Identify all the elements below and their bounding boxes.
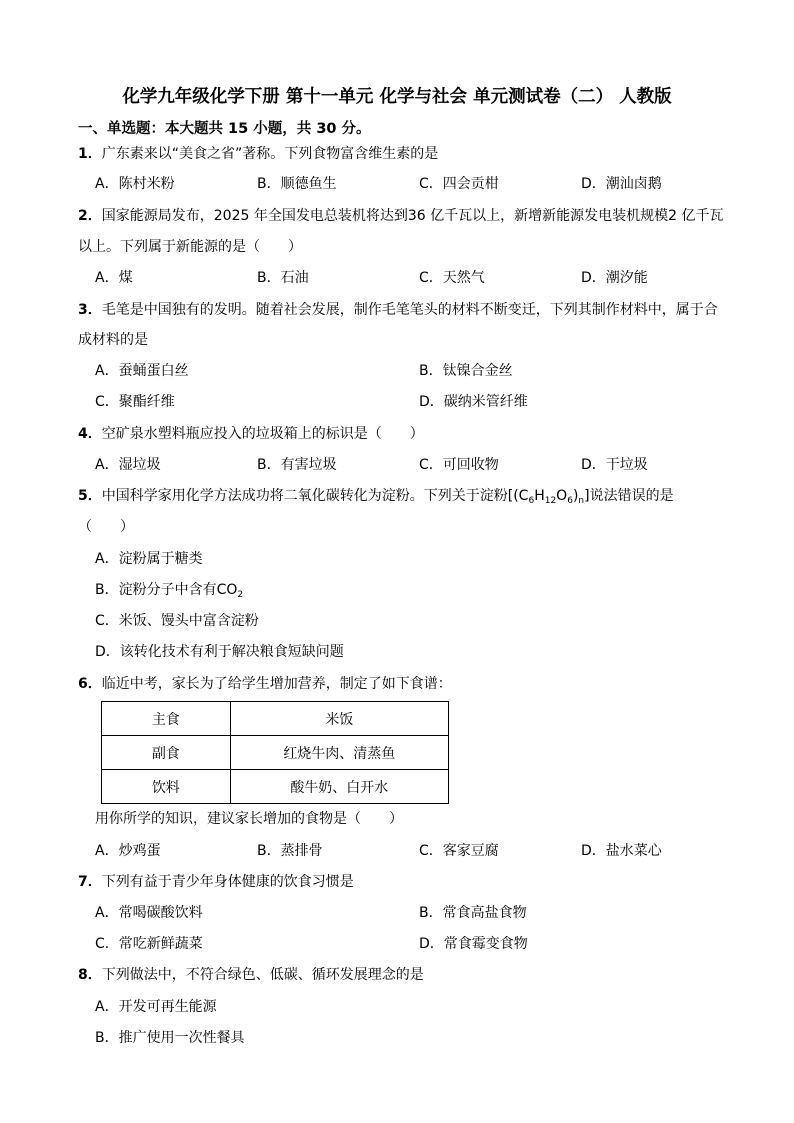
- option-b[interactable]: B．钛镍合金丝: [419, 363, 513, 379]
- question-text-line-2: 成材料的是: [78, 332, 148, 348]
- formula-subscript: 6: [528, 496, 535, 506]
- question-number: 6．: [78, 676, 102, 692]
- option-d[interactable]: D．盐水菜心: [581, 843, 662, 859]
- option-b-text: B．淀粉分子中含有CO: [95, 582, 238, 598]
- question-text-line-2: 以上。下列属于新能源的是（ ）: [78, 239, 302, 255]
- options-row: [95, 387, 745, 417]
- option-a[interactable]: A．陈村米粉: [95, 176, 175, 192]
- question-8: [78, 960, 744, 991]
- question-text-after: 用你所学的知识，建议家长增加的食物是（ ）: [95, 811, 403, 827]
- table-row: [102, 702, 449, 736]
- option-b[interactable]: B．蒸排骨: [257, 843, 323, 859]
- menu-table: [101, 701, 449, 804]
- question-number: 7．: [78, 874, 102, 890]
- options-row: [95, 606, 745, 636]
- options-row: [95, 898, 745, 928]
- options-row: [95, 836, 745, 866]
- options-row: [95, 263, 745, 293]
- question-text: 下列有益于青少年身体健康的饮食习惯是: [101, 874, 354, 890]
- question-text-line-1: 国家能源局发布，2025 年全国发电总装机将达到36 亿千瓦以上，新增新能源发电装机规模2 亿千瓦: [101, 208, 724, 224]
- formula-subscript: n: [578, 496, 585, 506]
- table-cell: 饮料: [102, 770, 231, 804]
- option-c[interactable]: C．四会贡柑: [419, 176, 499, 192]
- question-text-line-2: （ ）: [78, 519, 134, 535]
- question-number: 1．: [78, 146, 102, 162]
- option-a[interactable]: A．蚕蛹蛋白丝: [95, 363, 189, 379]
- options-row: [95, 575, 745, 605]
- option-a[interactable]: A．开发可再生能源: [95, 999, 217, 1015]
- options-row: [95, 992, 745, 1022]
- option-a[interactable]: A．常喝碳酸饮料: [95, 905, 203, 921]
- option-b[interactable]: B．石油: [257, 270, 309, 286]
- formula-element: H: [534, 488, 545, 504]
- option-d[interactable]: D．潮汐能: [581, 270, 648, 286]
- options-row: [95, 929, 745, 959]
- table-cell: 主食: [102, 702, 231, 736]
- table-cell: 副食: [102, 736, 231, 770]
- question-5: [78, 481, 744, 517]
- section-heading: 一、单选题：本大题共 15 小题，共 30 分。: [78, 121, 371, 137]
- option-b[interactable]: B．推广使用一次性餐具: [95, 1030, 245, 1046]
- question-text: 下列做法中，不符合绿色、低碳、循环发展理念的是: [101, 967, 424, 983]
- question-text: 临近中考，家长为了给学生增加营养，制定了如下食谱：: [101, 676, 452, 692]
- option-b[interactable]: B．顺德鱼生: [257, 176, 337, 192]
- question-number: 4．: [78, 426, 102, 442]
- question-3: [78, 295, 744, 326]
- formula-element: O: [556, 488, 568, 504]
- option-c[interactable]: C．聚酯纤维: [95, 394, 175, 410]
- question-2: [78, 201, 744, 232]
- option-b[interactable]: [95, 575, 243, 610]
- question-7: [78, 867, 744, 898]
- option-d[interactable]: D．常食霉变食物: [419, 936, 528, 952]
- question-number: 2．: [78, 208, 102, 224]
- formula-subscript: 6: [567, 496, 573, 506]
- formula-subscript: 12: [544, 496, 557, 506]
- option-d[interactable]: D．碳纳米管纤维: [419, 394, 528, 410]
- question-text-pre: 中国科学家用化学方法成功将二氧化碳转化为淀粉。下列关于淀粉[(C: [101, 488, 529, 504]
- option-d[interactable]: D．干垃圾: [581, 457, 648, 473]
- question-text-post: ]说法错误的是: [584, 488, 674, 504]
- table-row: [102, 736, 449, 770]
- question-1: [78, 139, 744, 170]
- question-number: 8．: [78, 967, 102, 983]
- options-row: [95, 169, 745, 199]
- option-c[interactable]: C．客家豆腐: [419, 843, 499, 859]
- formula-subscript: 2: [237, 590, 244, 600]
- options-row: [95, 450, 745, 480]
- option-c[interactable]: C．常吃新鲜蔬菜: [95, 936, 203, 952]
- table-cell: 红烧牛肉、清蒸鱼: [230, 736, 448, 770]
- question-6: [78, 669, 744, 700]
- options-row: [95, 356, 745, 386]
- question-text: 空矿泉水塑料瓶应投入的垃圾箱上的标识是（ ）: [101, 426, 424, 442]
- option-c[interactable]: C．天然气: [419, 270, 485, 286]
- question-text: 广东素来以“美食之省”著称。下列食物富含维生素的是: [101, 146, 439, 162]
- option-d[interactable]: D．潮汕卤鹅: [581, 176, 662, 192]
- page-title: 化学九年级化学下册 第十一单元 化学与社会 单元测试卷（二） 人教版: [122, 87, 672, 107]
- option-c[interactable]: C．可回收物: [419, 457, 499, 473]
- options-row: [95, 544, 745, 574]
- option-b[interactable]: B．常食高盐食物: [419, 905, 527, 921]
- question-4: [78, 419, 744, 450]
- option-d[interactable]: D．该转化技术有利于解决粮食短缺问题: [95, 644, 344, 660]
- option-c[interactable]: C．米饭、馒头中富含淀粉: [95, 613, 259, 629]
- option-b[interactable]: B．有害垃圾: [257, 457, 337, 473]
- question-number: 5．: [78, 488, 102, 504]
- table-cell: 酸牛奶、白开水: [230, 770, 448, 804]
- option-a[interactable]: A．湿垃圾: [95, 457, 161, 473]
- option-a[interactable]: A．炒鸡蛋: [95, 843, 161, 859]
- option-a[interactable]: A．煤: [95, 270, 133, 286]
- question-text-line-1: 毛笔是中国独有的发明。随着社会发展，制作毛笔笔头的材料不断变迁，下列其制作材料中，属于合: [101, 302, 718, 318]
- options-row: [95, 1023, 745, 1053]
- table-row: [102, 770, 449, 804]
- options-row: [95, 637, 745, 667]
- question-number: 3．: [78, 302, 102, 318]
- formula-paren: ): [572, 488, 579, 504]
- table-cell: 米饭: [230, 702, 448, 736]
- option-a[interactable]: A．淀粉属于糖类: [95, 551, 203, 567]
